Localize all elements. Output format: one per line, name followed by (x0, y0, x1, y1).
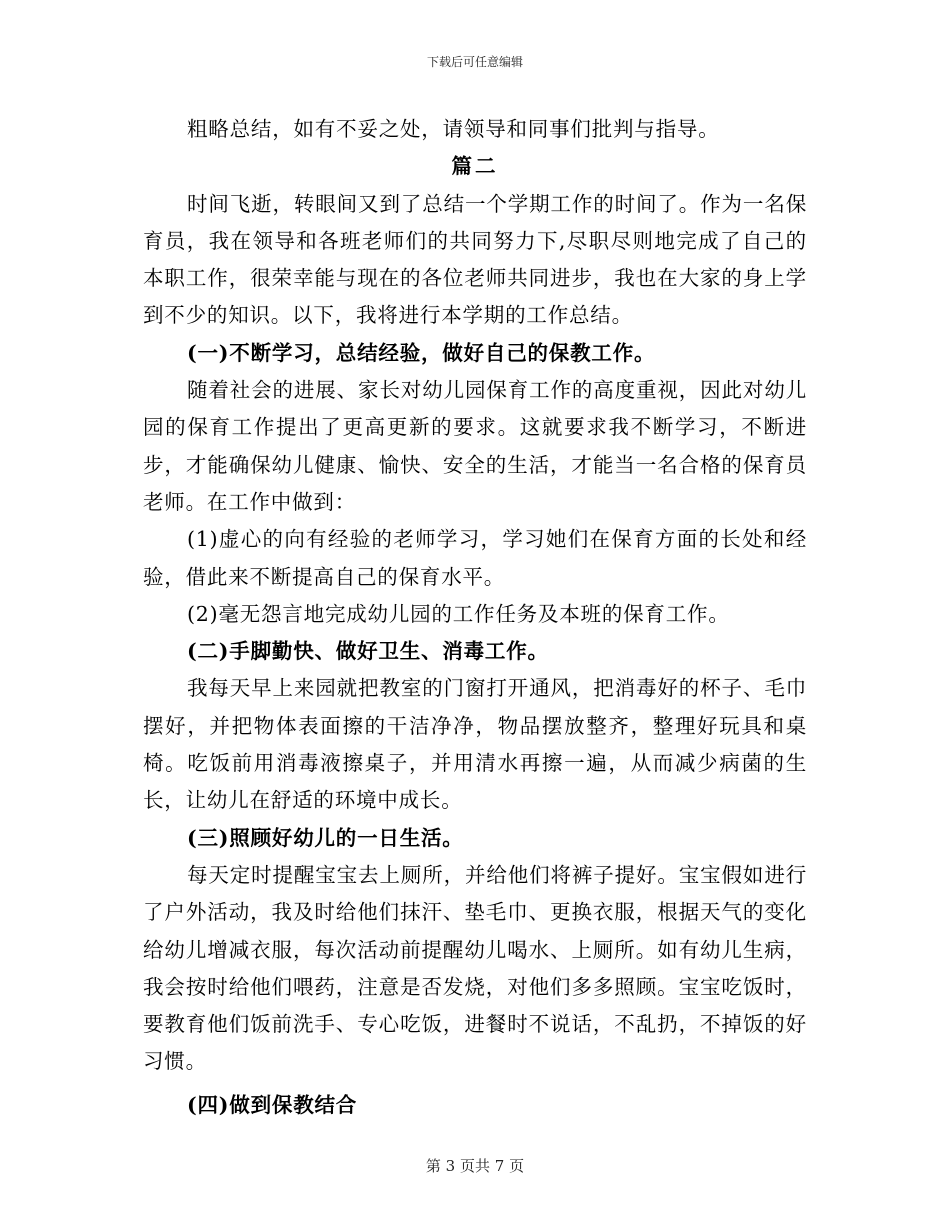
heading-3: (三)照顾好幼儿的一日生活。 (187, 825, 464, 850)
paragraph-2: 随着社会的进展、家长对幼儿园保育工作的高度重视，因此对幼儿园的保育工作提出了更高更新的要求。这就要求我不断学习，不断进步，才能确保幼儿健康、愉快、安全的生活，才能当一名合格的保育员老师。在工作中做到： (143, 378, 807, 514)
document-body (143, 111, 807, 1124)
page-header: 下载后可任意编辑 (426, 55, 523, 69)
heading-4: (四)做到保教结合 (187, 1092, 358, 1117)
paragraph-1: 时间飞逝，转眼间又到了总结一个学期工作的时间了。作为一名保育员，我在领导和各班老师们的共同努力下,尽职尽则地完成了自己的本职工作，很荣幸能与现在的各位老师共同进步，我也在大家的身上学到不少的知识。以下，我将进行本学期的工作总结。 (143, 191, 807, 328)
paragraph-intro: 粗略总结，如有不妥之处，请领导和同事们批判与指导。 (187, 117, 720, 141)
paragraph-3: (1)虚心的向有经验的老师学习，学习她们在保育方面的长处和经验，借此来不断提高自己的保育水平。 (143, 527, 807, 589)
page-footer: 第 3 页共 7 页 (425, 1157, 525, 1175)
section-title: 篇二 (451, 154, 499, 179)
heading-1: (一)不断学习，总结经验，做好自己的保教工作。 (187, 340, 656, 365)
paragraph-4: (2)毫无怨言地完成幼儿园的工作任务及本班的保育工作。 (187, 601, 730, 626)
paragraph-6: 每天定时提醒宝宝去上厕所，并给他们将裤子提好。宝宝假如进行了户外活动，我及时给他们抹汗、垫毛巾、更换衣服，根据天气的变化给幼儿增减衣服，每次活动前提醒幼儿喝水、上厕所。如有幼儿生病，我会按时给他们喂药，注意是否发烧，对他们多多照顾。宝宝吃饭时，要教育他们饭前洗手、专心吃饭，进餐时不说话，不乱扔，不掉饭的好习惯。 (143, 862, 807, 1074)
heading-2: (二)手脚勤快、做好卫生、消毒工作。 (187, 639, 549, 664)
paragraph-5: 我每天早上来园就把教室的门窗打开通风，把消毒好的杯子、毛巾摆好，并把物体表面擦的干洁净净，物品摆放整齐，整理好玩具和桌椅。吃饭前用消毒液擦桌子，并用清水再擦一遍，从而减少病菌的生长，让幼儿在舒适的环境中成长。 (143, 676, 807, 813)
